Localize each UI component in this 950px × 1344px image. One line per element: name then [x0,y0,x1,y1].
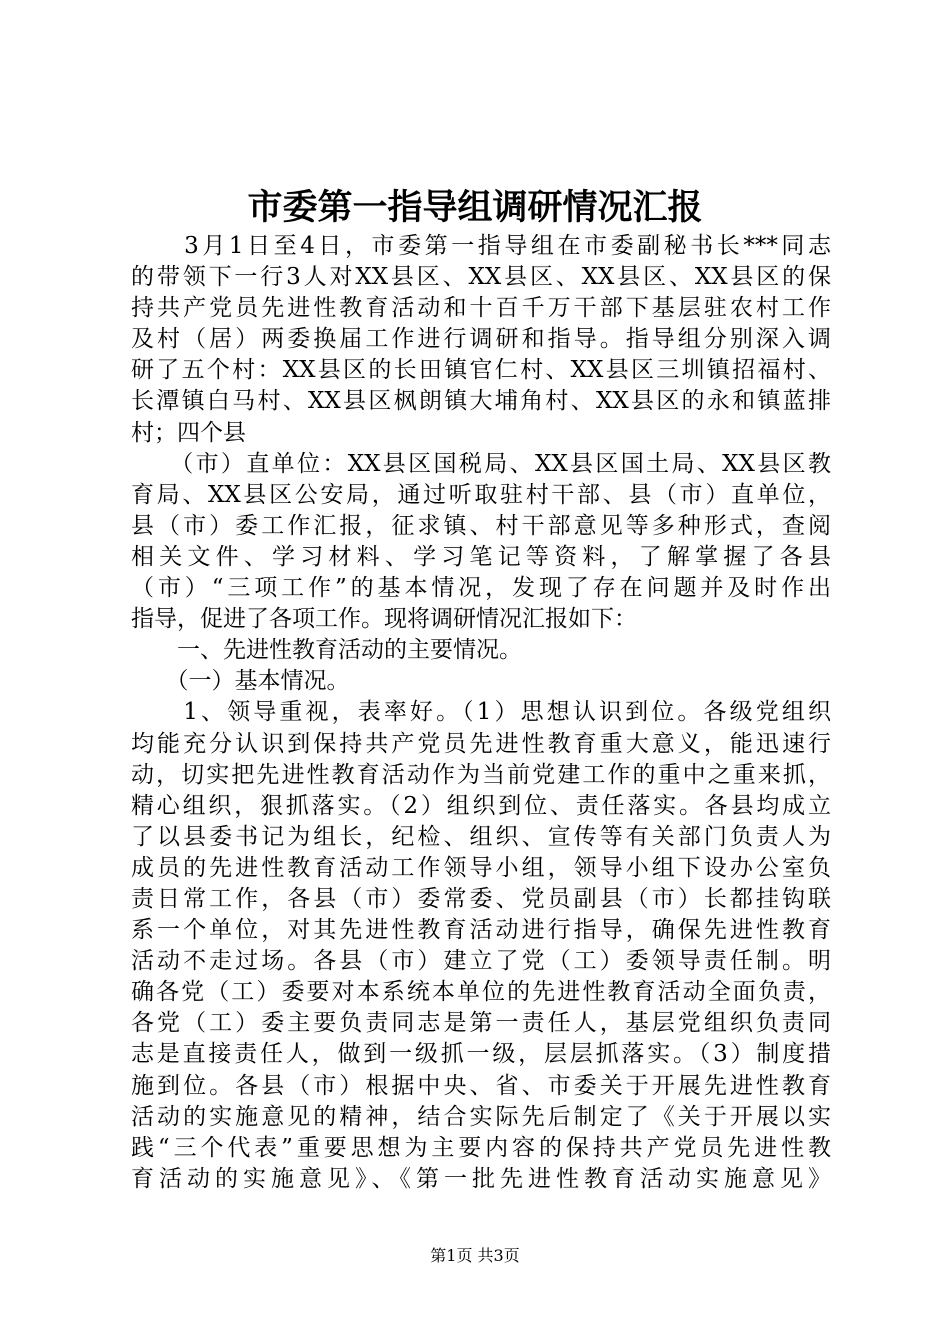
body-line: 活动的实施意见的精神，结合实际先后制定了《关于开展以实 [131,1103,831,1130]
body-line: 确各党（工）委要对本系统本单位的先进性教育活动全面负责， [131,979,831,1006]
body-line: 精心组织，狠抓落实。（2）组织到位、责任落实。各县均成立 [131,792,831,819]
body-line: （一）基本情况。 [131,668,350,695]
body-line: 及村（居）两委换届工作进行调研和指导。指导组分别深入调 [131,326,831,353]
body-line: 育活动的实施意见》、《第一批先进性教育活动实施意见》 [131,1165,831,1192]
document-title: 市委第一指导组调研情况汇报 [247,187,703,228]
body-line: 责日常工作，各县（市）委常委、党员副县（市）长都挂钩联 [131,885,831,912]
body-line: 1、领导重视，表率好。（1）思想认识到位。各级党组织 [131,699,831,726]
body-line: 持共产党员先进性教育活动和十百千万干部下基层驻农村工作 [131,295,831,322]
body-line: 各党（工）委主要负责同志是第一责任人，基层党组织负责同 [131,1010,831,1037]
body-line: 志是直接责任人，做到一级抓一级，层层抓落实。（3）制度措 [131,1041,831,1068]
body-line: 育局、XX县区公安局，通过听取驻村干部、县（市）直单位， [131,481,831,508]
body-line: 动，切实把先进性教育活动作为当前党建工作的重中之重来抓， [131,761,831,788]
body-line: 系一个单位，对其先进性教育活动进行指导，确保先进性教育 [131,917,831,944]
body-line: 践“三个代表”重要思想为主要内容的保持共产党员先进性教 [131,1134,831,1161]
body-line: 成员的先进性教育活动工作领导小组，领导小组下设办公室负 [131,854,831,881]
body-line: 长潭镇白马村、XX县区枫朗镇大埔角村、XX县区的永和镇蓝排 [131,388,831,415]
body-line: 3月1日至4日，市委第一指导组在市委副秘书长***同志 [131,233,831,259]
body-line: 均能充分认识到保持共产党员先进性教育重大意义，能迅速行 [131,730,831,757]
body-line: 村；四个县 [131,419,246,446]
body-line: 了以县委书记为组长，纪检、组织、宣传等有关部门负责人为 [131,823,831,850]
page-footer: 第1页 共3页 [430,1246,520,1265]
document-body [131,231,831,1195]
body-line: 活动不走过场。各县（市）建立了党（工）委领导责任制。明 [131,948,831,975]
body-line: 一、先进性教育活动的主要情况。 [131,637,522,664]
body-line: 研了五个村：XX县区的长田镇官仁村、XX县区三圳镇招福村、 [131,357,831,384]
body-line: 指导，促进了各项工作。现将调研情况汇报如下： [131,606,637,633]
body-line: 的带领下一行3人对XX县区、XX县区、XX县区、XX县区的保 [131,264,831,291]
body-line: （市）直单位：XX县区国税局、XX县区国土局、XX县区教 [131,450,831,477]
body-line: 施到位。各县（市）根据中央、省、市委关于开展先进性教育 [131,1072,831,1099]
body-line: （市）“三项工作”的基本情况，发现了存在问题并及时作出 [131,575,831,602]
body-line: 县（市）委工作汇报，征求镇、村干部意见等多种形式，查阅 [131,512,831,539]
body-line: 相关文件、学习材料、学习笔记等资料，了解掌握了各县 [131,543,831,570]
